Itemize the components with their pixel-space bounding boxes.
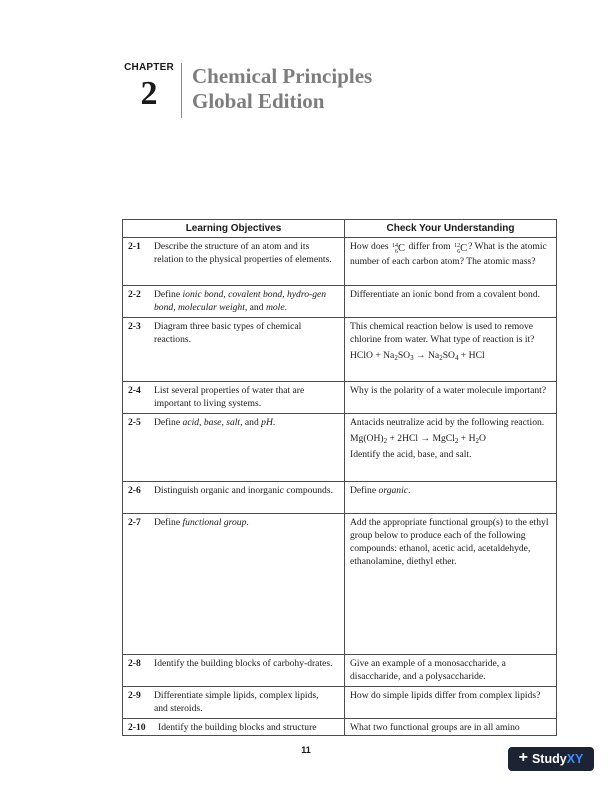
check-text: Give an example of a monosaccharide, a disaccharide, and a polysaccharide. [350,658,506,682]
objective-number: 2-10 [128,722,146,733]
check-cell [345,286,557,318]
table-row [123,238,557,286]
objective-number: 2-2 [128,289,141,300]
check-text: differ from [408,241,451,252]
chapter-title-line1: Chemical Principles [192,64,373,88]
check-text: How do simple lipids differ from complex lipids? [350,690,541,701]
chapter-label: CHAPTER [124,62,174,73]
page-number: 11 [301,745,311,755]
check-cell [345,687,557,719]
objective-text: Identify the building blocks and structure [158,722,317,733]
check-cell [345,719,557,736]
objective-text: Define functional group. [154,517,249,528]
objective-cell [123,414,345,482]
chemical-equation: HClO + $Na_2SO_3 \to Na_2SO_4$ + HCl [350,350,485,362]
arrow-icon: → [416,350,426,361]
header-check-understanding: Check Your Understanding [345,220,557,238]
check-text: How does [350,241,389,252]
check-text: What two functional groups are in all amino [350,722,520,733]
objective-number: 2-9 [128,690,141,701]
table-row [123,514,557,655]
check-text: Define organic. [350,485,411,496]
objective-cell [123,719,345,736]
chapter-divider [181,63,182,118]
objective-cell [123,382,345,414]
objective-cell [123,514,345,655]
objective-cell [123,687,345,719]
objective-text: List several properties of water that are important to living systems. [154,385,305,409]
check-text: Differentiate an ionic bond from a covalent bond. [350,289,541,300]
header-learning-objectives: Learning Objectives [123,220,345,238]
table-row [123,414,557,482]
arrow-icon: → [420,433,431,444]
objective-number: 2-4 [128,385,141,396]
table-row [123,382,557,414]
chapter-title-line2: Global Edition [192,89,325,113]
objective-number: 2-8 [128,658,141,669]
learning-objectives-table [122,219,557,736]
objective-number: 2-1 [128,241,141,252]
table-row [123,655,557,687]
check-cell [345,382,557,414]
objective-text: Differentiate simple lipids, complex lipids, and steroids. [154,690,319,714]
chapter-number: 2 [140,75,158,112]
objective-text: Define acid, base, salt, and pH. [154,417,276,428]
objective-cell [123,286,345,318]
check-cell [345,414,557,482]
check-text: This chemical reaction below is used to remove chlorine from water. What type of reaction is it? [350,321,535,345]
check-text: ? What is the atomic number of each carbon atom? The atomic mass? [350,241,547,267]
objective-text: Identify the building blocks of carbohy-drates. [154,658,333,669]
badge-label: StudyXY [531,752,584,766]
table-row [123,318,557,382]
objective-cell [123,238,345,286]
check-cell [345,514,557,655]
check-text: Why is the polarity of a water molecule important? [350,385,547,396]
check-text: Antacids neutralize acid by the following reaction. [350,417,545,428]
objective-cell [123,655,345,687]
table-row [123,687,557,719]
table-row [123,719,557,736]
objective-number: 2-6 [128,485,141,496]
carbon-12-isotope: 12 6C [454,242,468,255]
check-text: Identify the acid, base, and salt. [350,449,472,460]
objective-text: Describe the structure of an atom and its relation to the physical properties of elements. [154,241,332,265]
check-text: Add the appropriate functional group(s) to the ethyl group below to produce each of the following compounds: ethanol, acetic acid, acetaldehyde, ethanolamine, diethyl ether. [350,517,549,567]
chapter-heading [118,62,180,113]
check-cell [345,655,557,687]
studyxy-badge[interactable] [508,747,594,771]
chemical-equation: $Mg(OH)_2 + 2HCl$ → MgCl$_2$ + $H_2O$ [350,433,486,445]
chapter-title [192,64,372,114]
objective-cell [123,482,345,514]
check-cell [345,318,557,382]
objective-text: Distinguish organic and inorganic compounds. [154,485,333,496]
table-header-row [123,220,557,238]
objective-text: Diagram three basic types of chemical reactions. [154,321,302,345]
objective-text: Define ionic bond, covalent bond, hydro-gen bond, molecular weight, and mole. [154,289,327,313]
objective-number: 2-7 [128,517,141,528]
table-row [123,482,557,514]
check-cell [345,482,557,514]
objective-number: 2-5 [128,417,141,428]
table-row [123,286,557,318]
plus-icon: + [518,749,528,766]
objective-number: 2-3 [128,321,141,332]
carbon-14-isotope: 14 6C [392,242,406,255]
check-cell [345,238,557,286]
objective-cell [123,318,345,382]
